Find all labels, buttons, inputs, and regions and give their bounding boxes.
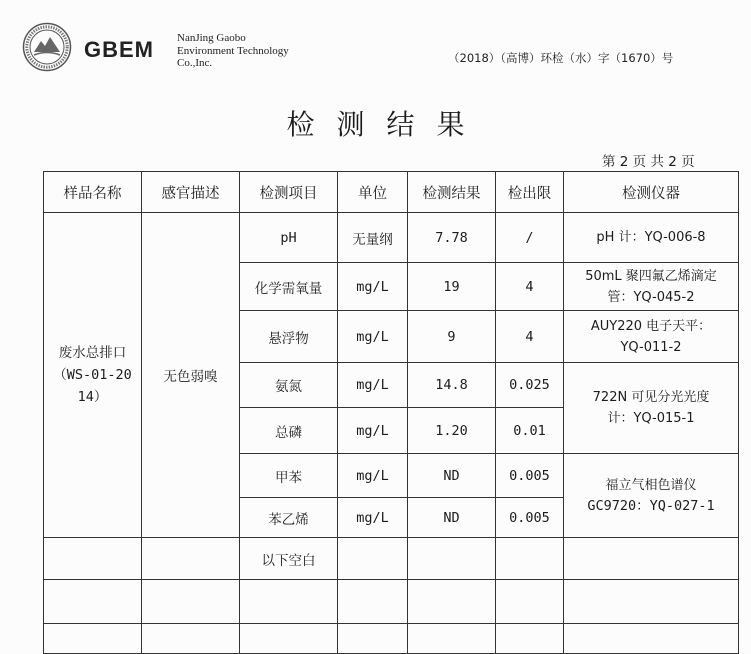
empty-cell	[496, 624, 564, 654]
instrument-line: 计：YQ-015-1	[607, 411, 695, 426]
empty-cell	[408, 538, 496, 580]
instrument-cell: pH 计：YQ-006-8	[564, 213, 739, 263]
unit-cell: mg/L	[338, 263, 408, 311]
result-cell: 7.78	[408, 213, 496, 263]
table-row	[44, 213, 739, 263]
result-cell: 9	[408, 311, 496, 363]
header-sensory: 感官描述	[142, 172, 240, 213]
instrument-line: 50mL 聚四氟乙烯滴定	[585, 268, 717, 284]
header-unit: 单位	[338, 172, 408, 213]
instrument-line: 福立气相色谱仪	[605, 477, 697, 493]
header-sample-name: 样品名称	[44, 172, 142, 213]
unit-cell: mg/L	[338, 408, 408, 454]
instrument-cell	[564, 263, 739, 311]
empty-cell	[338, 580, 408, 624]
limit-cell: 0.005	[496, 498, 564, 538]
item-cell: 氨氮	[240, 363, 338, 408]
sample-name-line: 14）	[77, 389, 108, 405]
item-cell: 化学需氧量	[240, 263, 338, 311]
empty-cell	[496, 580, 564, 624]
limit-cell: 4	[496, 263, 564, 311]
empty-cell	[142, 580, 240, 624]
sample-name-line: （WS-01-20	[53, 367, 132, 383]
item-cell: 甲苯	[240, 454, 338, 498]
empty-cell	[408, 580, 496, 624]
empty-cell	[338, 624, 408, 654]
limit-cell: 0.025	[496, 363, 564, 408]
limit-cell: /	[496, 213, 564, 263]
instrument-cell	[564, 454, 739, 538]
limit-cell: 0.01	[496, 408, 564, 454]
instrument-line: 722N 可见分光光度	[592, 390, 710, 405]
item-cell: pH	[240, 213, 338, 263]
unit-cell: 无量纲	[338, 213, 408, 263]
header-instrument: 检测仪器	[564, 172, 739, 213]
empty-cell	[44, 624, 142, 654]
limit-cell: 0.005	[496, 454, 564, 498]
empty-cell	[44, 538, 142, 580]
table-header-row	[44, 172, 739, 213]
unit-cell: mg/L	[338, 363, 408, 408]
company-name-line: NanJing Gaobo	[177, 32, 246, 44]
empty-cell	[240, 580, 338, 624]
unit-cell: mg/L	[338, 498, 408, 538]
instrument-cell	[564, 311, 739, 363]
empty-cell	[564, 580, 739, 624]
instrument-line: AUY220 电子天平：	[590, 318, 712, 334]
table-row-blank-note	[44, 538, 739, 580]
instrument-line: GC9720：YQ-027-1	[587, 497, 715, 514]
item-cell: 苯乙烯	[240, 498, 338, 538]
results-table	[43, 171, 739, 654]
empty-cell	[338, 538, 408, 580]
result-cell: 14.8	[408, 363, 496, 408]
result-cell: 19	[408, 263, 496, 311]
empty-cell	[564, 624, 739, 654]
item-cell: 总磷	[240, 408, 338, 454]
company-seal-logo	[22, 22, 72, 72]
empty-cell	[44, 580, 142, 624]
empty-cell	[564, 538, 739, 580]
header-result: 检测结果	[408, 172, 496, 213]
page-number: 第 2 页 共 2 页	[602, 154, 695, 170]
header-item: 检测项目	[240, 172, 338, 213]
empty-cell	[142, 624, 240, 654]
sample-name-line: 废水总排口	[58, 345, 127, 361]
sensory-cell: 无色弱嗅	[142, 213, 240, 538]
page-title: 检测结果	[286, 108, 487, 141]
instrument-cell	[564, 363, 739, 454]
blank-note: 以下空白	[240, 538, 338, 580]
header-limit: 检出限	[496, 172, 564, 213]
result-cell: ND	[408, 454, 496, 498]
empty-cell	[408, 624, 496, 654]
unit-cell: mg/L	[338, 454, 408, 498]
certificate-number: （2018）（高博）环检（水）字（1670）号	[448, 51, 674, 65]
sample-name-cell	[44, 213, 142, 538]
company-name	[177, 32, 289, 70]
limit-cell: 4	[496, 311, 564, 363]
company-name-line: Co.,Inc.	[177, 57, 213, 69]
instrument-line: YQ-011-2	[620, 339, 682, 355]
instrument-line: 管：YQ-045-2	[607, 289, 695, 305]
empty-cell	[240, 624, 338, 654]
empty-cell	[496, 538, 564, 580]
result-cell: 1.20	[408, 408, 496, 454]
table-row-empty	[44, 580, 739, 624]
brand-logo-text: GBEM	[84, 37, 154, 62]
table-row-empty	[44, 624, 739, 654]
empty-cell	[142, 538, 240, 580]
unit-cell: mg/L	[338, 311, 408, 363]
result-cell: ND	[408, 498, 496, 538]
company-name-line: Environment Technology	[177, 44, 289, 57]
item-cell: 悬浮物	[240, 311, 338, 363]
